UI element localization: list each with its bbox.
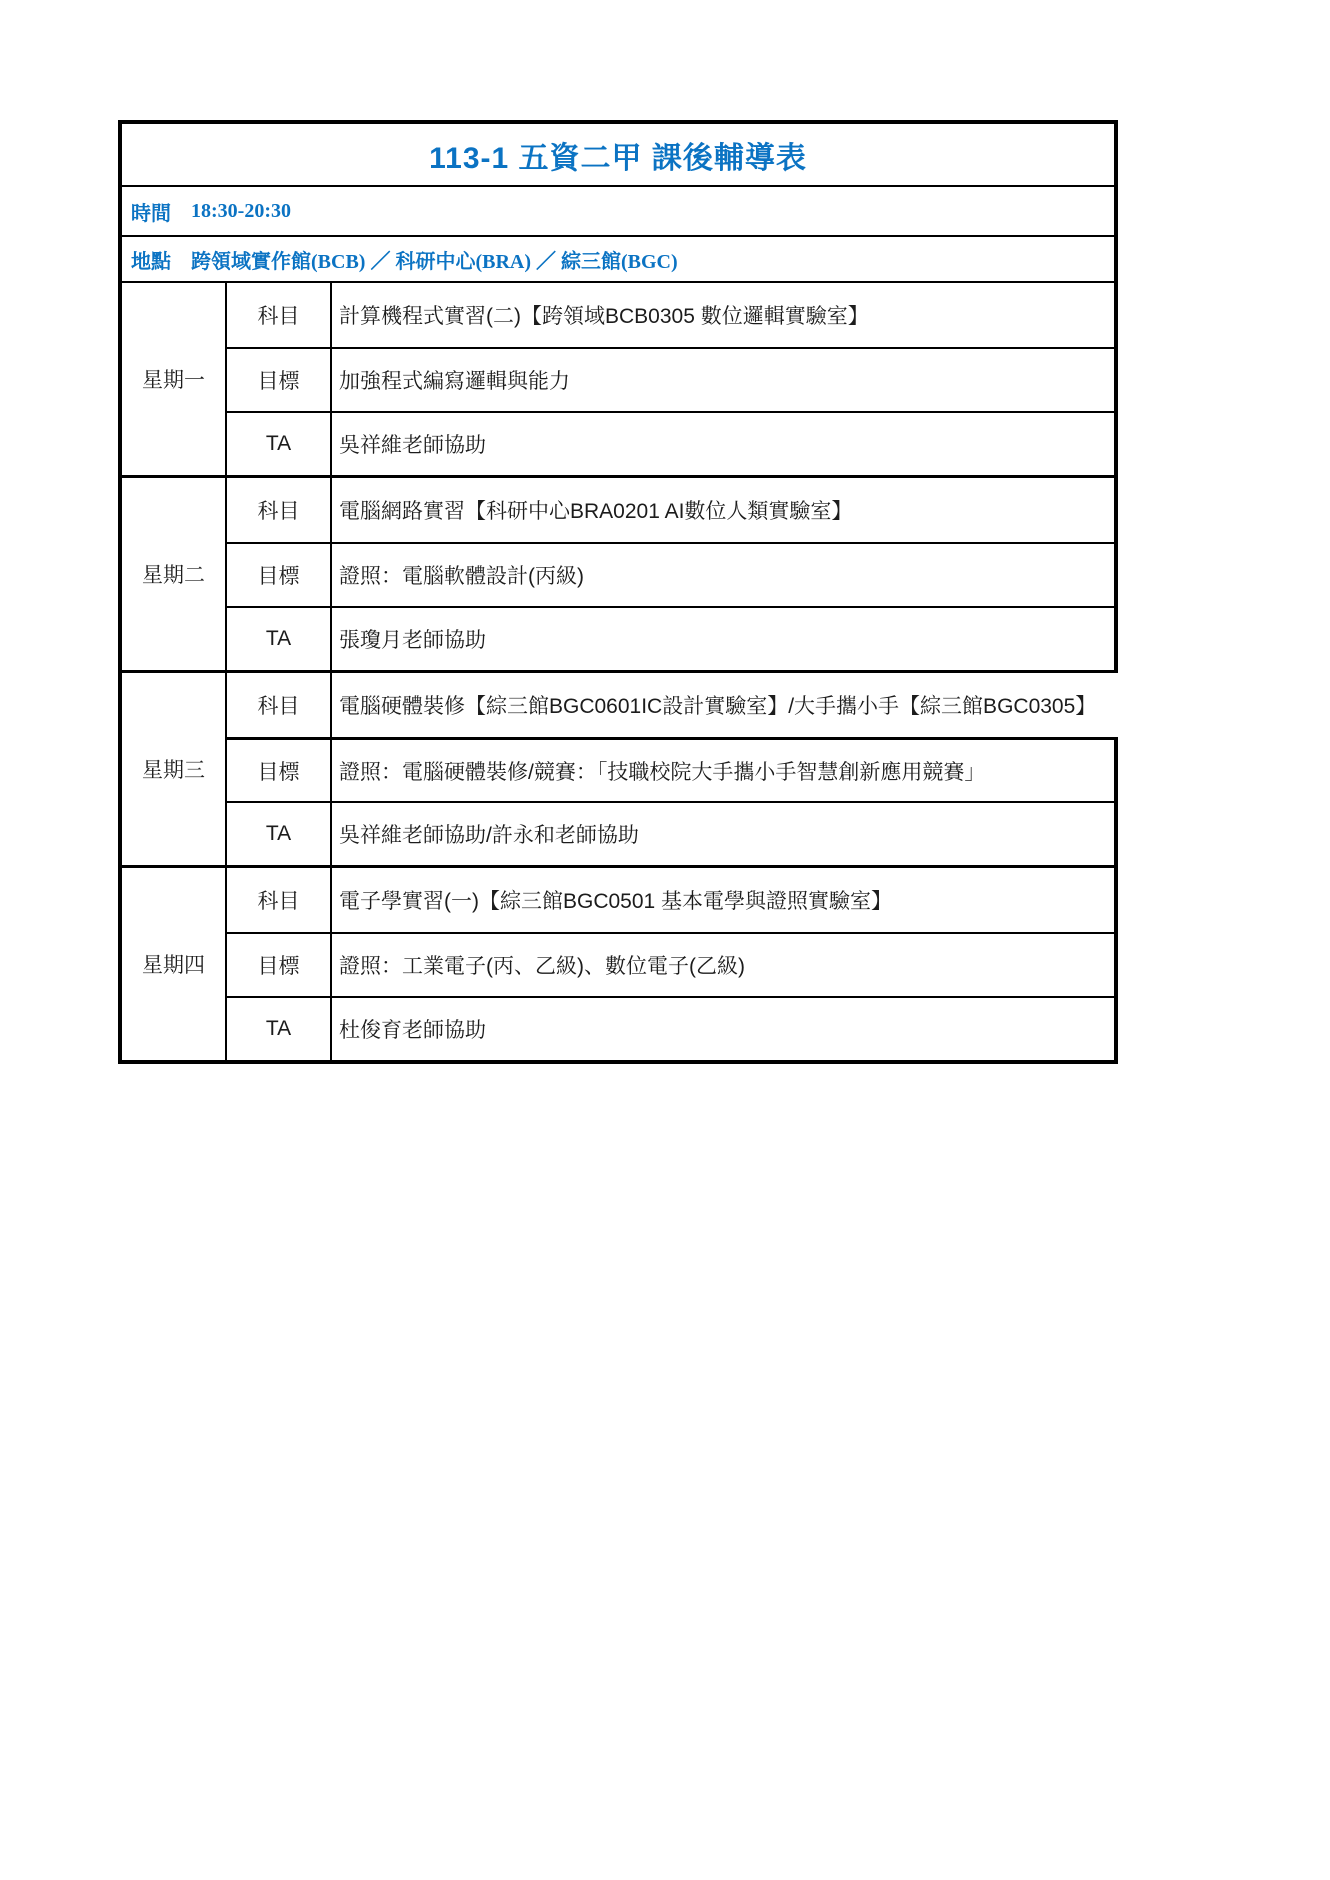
subject-label-cell: 科目 [227,673,332,737]
subject-value: 電腦硬體裝修【綜三館BGC0601IC設計實驗室】/大手攜小手【綜三館BGC0305】 [339,695,1097,718]
day-block-monday [122,283,1118,478]
time-label: 時間 [131,202,171,225]
ta-value: 張瓊月老師協助 [339,629,486,652]
day-label: 星期三 [122,673,227,865]
ta-value: 吳祥維老師協助/許永和老師協助 [339,824,639,847]
table-title: 113-1 五資二甲 課後輔導表 [122,124,1118,187]
location-row [122,237,1118,283]
table-row [227,411,1118,475]
goal-value: 加強程式編寫邏輯與能力 [339,370,570,393]
goal-value: 證照：電腦軟體設計(丙級) [339,565,584,588]
subject-label-cell: 科目 [227,283,332,347]
table-row [227,932,1118,996]
subject-label-cell: 科目 [227,478,332,542]
table-row [227,542,1118,606]
time-value: 18:30-20:30 [191,199,291,222]
table-row [227,283,1118,347]
day-block-tuesday [122,478,1118,673]
goal-label-cell: 目標 [227,740,332,801]
goal-value: 證照：工業電子(丙、乙級)、數位電子(乙級) [339,955,745,978]
table-row [227,996,1118,1060]
ta-label-cell: TA [227,998,332,1060]
day-block-thursday [122,868,1118,1060]
day-block-wednesday [122,673,1118,868]
subject-label-cell: 科目 [227,868,332,932]
day-label: 星期二 [122,478,227,670]
ta-value: 杜俊育老師協助 [339,1019,486,1042]
goal-label-cell: 目標 [227,544,332,606]
subject-value: 計算機程式實習(二)【跨領域BCB0305 數位邏輯實驗室】 [339,305,869,328]
goal-value: 證照：電腦硬體裝修/競賽：「技職校院大手攜小手智慧創新應用競賽」 [339,760,986,784]
table-row [227,478,1118,542]
table-row [227,737,1118,801]
day-label: 星期一 [122,283,227,475]
goal-label-cell: 目標 [227,934,332,996]
table-row [227,868,1118,932]
subject-value: 電腦網路實習【科研中心BRA0201 AI數位人類實驗室】 [339,500,853,523]
ta-label-cell: TA [227,803,332,865]
table-row [227,673,1118,737]
location-value: 跨領域實作館(BCB) ／ 科研中心(BRA) ／ 綜三館(BGC) [191,250,678,273]
schedule-table [118,120,1118,1064]
ta-value: 吳祥維老師協助 [339,434,486,457]
goal-label-cell: 目標 [227,349,332,411]
table-row [227,347,1118,411]
table-row [227,801,1118,865]
ta-label-cell: TA [227,413,332,475]
time-row [122,187,1118,237]
ta-label-cell: TA [227,608,332,670]
location-label: 地點 [131,250,171,273]
table-row [227,606,1118,670]
subject-value: 電子學實習(一)【綜三館BGC0501 基本電學與證照實驗室】 [339,890,893,913]
day-label: 星期四 [122,868,227,1060]
